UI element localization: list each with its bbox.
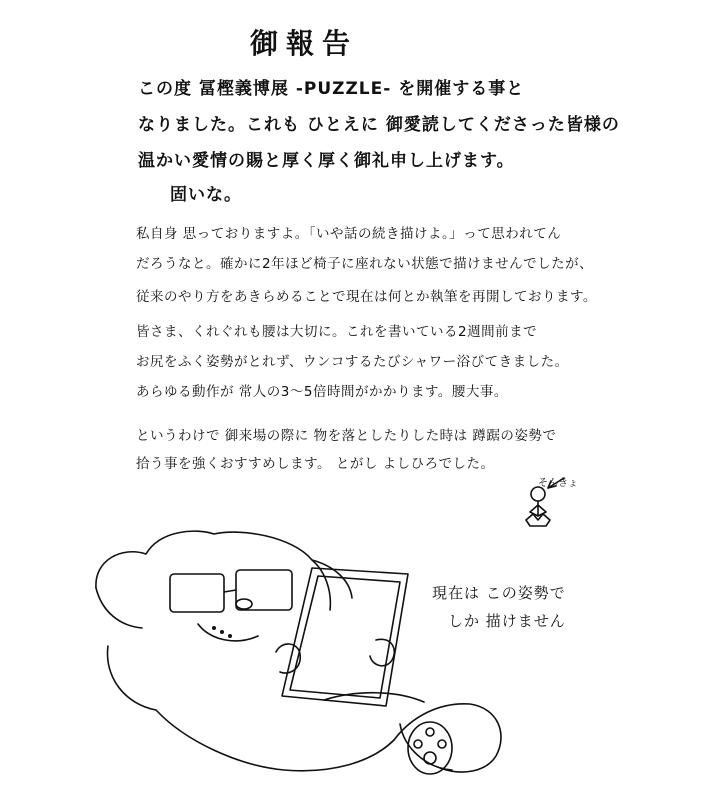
intro-line-1: この度 冨樫義博展 -PUZZLE- を開催する事と	[138, 79, 525, 99]
body-line-2: だろうなと。確かに2年ほど椅子に座れない状態で描けませんでしたが、	[136, 256, 594, 272]
sonkyo-label: そんきょ	[538, 478, 578, 489]
body-line-1: 私自身 思っておりますよ。「いや話の続き描けよ。」って思われてん	[136, 226, 562, 242]
aside-remark: 固いな。	[170, 185, 242, 205]
sketch-pad-outline	[282, 568, 408, 706]
character-nose	[236, 599, 252, 609]
body-line-5: お尻をふく姿勢がとれず、ウンコするたびシャワー浴びてきました。	[136, 354, 569, 370]
drawing-caption-line-1: 現在は この姿勢で	[432, 584, 566, 602]
squatting-figure-head	[531, 487, 545, 501]
intro-line-3: 温かい愛情の賜と厚く厚く御礼申し上げます。	[138, 151, 515, 171]
closing-line-1: というわけで 御来場の際に 物を落としたりした時は 蹲踞の姿勢で	[136, 428, 557, 444]
body-line-6: あらゆる動作が 常人の3～5倍時間がかかります。腰大事。	[136, 384, 508, 400]
glasses-left-lens	[170, 574, 224, 612]
intro-line-2: なりました。これも ひとえに 御愛読してくださった皆様の	[138, 115, 620, 135]
character-hand-right	[370, 639, 394, 665]
note-title: 御報告	[250, 27, 359, 60]
glasses-right-lens	[236, 570, 292, 610]
character-head-outline	[96, 531, 330, 610]
body-line-3: 従来のやり方をあきらめることで現在は何とか執筆を再開しております。	[136, 289, 597, 305]
character-body	[107, 646, 394, 771]
character-ear-left	[96, 588, 142, 628]
body-line-4: 皆さま、くれぐれも腰は大切に。これを書いている2週間前まで	[136, 324, 538, 340]
character-foot-sole	[408, 722, 452, 774]
closing-line-2: 拾う事を強くおすすめします。 とがし よしひろでした。	[136, 456, 495, 472]
character-mouth	[198, 624, 258, 641]
drawing-caption-line-2: しか 描けません	[448, 612, 566, 630]
